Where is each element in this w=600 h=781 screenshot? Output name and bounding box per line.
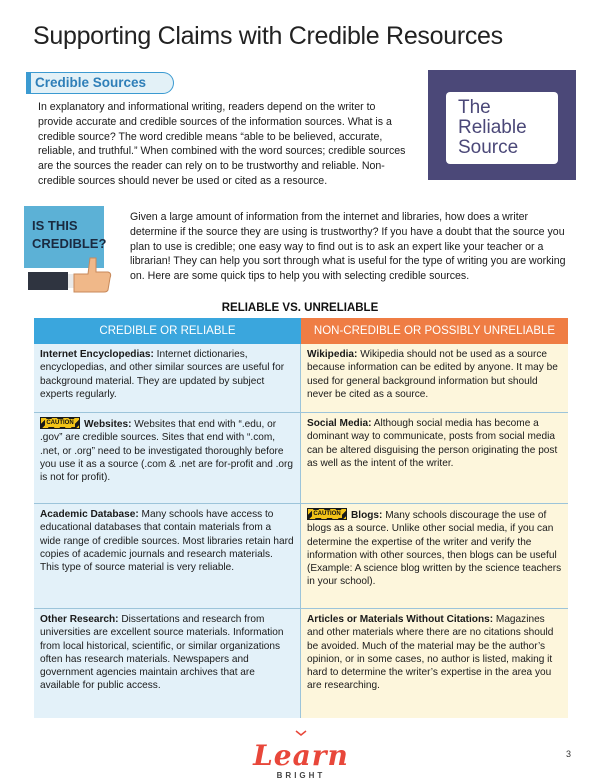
table-cell-credible [34, 344, 301, 412]
column-header-non-credible: NON-CREDIBLE OR POSSIBLY UNRELIABLE [301, 318, 568, 344]
caution-tape-icon [307, 508, 347, 520]
table-cell-credible [34, 609, 301, 718]
section-heading-tab [26, 72, 174, 94]
cell-title: Websites: [84, 419, 132, 430]
learn-bright-logo [246, 723, 356, 780]
caution-tape-icon [40, 417, 80, 429]
comparison-table [34, 318, 568, 718]
intro-paragraph: In explanatory and informational writing, readers depend on the writer to provide accurate and credible sources of the information sources. What is a credible source? The word credible means “able to be believed, accurate, reliable, and truthful.” When combined with the word sources; credible sources are the sources the reader can rely on to be trustworthy and reliable. Non-credible sources should never be used or cited as a resource. [38, 101, 406, 187]
cell-title: Articles or Materials Without Citations: [307, 614, 494, 625]
cell-text: Although social media has become a dominant way to communicate, posts from social media can be altered disguising the person originating the post as well as the intent of the writer. [307, 418, 558, 469]
reliable-source-text: The Reliable Source [458, 97, 527, 158]
cell-title: Academic Database: [40, 509, 139, 520]
tips-paragraph: Given a large amount of information from the internet and libraries, how does a writer determine if the source they are using is trustworthy? If you have a doubt that the source you plan to use is credible; one easy way to find out is to ask an expert like your teacher or a librarian! They can help you sort through what is useful for the type of writing you are working on. Here are some quick tips to help you with selecting credible sources. [130, 211, 566, 283]
cell-title: Internet Encyclopedias: [40, 349, 154, 360]
cell-text: Wikipedia should not be used as a source because information can be edited by anyone. It may be used for general background information but should never be cited as a source. [307, 349, 558, 400]
cell-text: Magazines and other materials where there are no citations should be avoided. Much of the material may be the author’s opinion, or in some cases, no author is listed, making it hard to determine the writer’s expertise in the area you are researching. [307, 614, 554, 692]
table-cell-non-credible [301, 413, 568, 503]
logo-mark-icon [246, 730, 356, 736]
logo-subtext: BRIGHT [276, 771, 326, 780]
table-cell-non-credible [301, 609, 568, 718]
cell-text: Dissertations and research from universities are excellent source materials. Information from local historical, scientific, or similar organizations often has research materials. Newspapers and government agencies maintain archives that are available for public access. [40, 614, 284, 692]
cell-title: Blogs: [351, 510, 383, 521]
is-this-credible-graphic [24, 206, 116, 298]
table-title: RELIABLE VS. UNRELIABLE [221, 302, 379, 314]
cell-title: Wikipedia: [307, 349, 358, 360]
logo-wordmark: Learn [253, 739, 349, 772]
cell-title: Social Media: [307, 418, 372, 429]
cell-title: Other Research: [40, 614, 119, 625]
reliable-source-graphic [428, 70, 576, 180]
caution-label: CAUTION [46, 420, 74, 426]
table-cell-credible [34, 504, 301, 608]
table-cell-credible [34, 413, 301, 503]
page-number: 3 [566, 749, 572, 759]
graphic-line-1: IS THIS [32, 218, 78, 233]
section-heading: Credible Sources [35, 75, 147, 90]
column-header-credible: CREDIBLE OR RELIABLE [34, 318, 301, 344]
cell-text: Websites that end with “.edu, or .gov” are credible sources. Sites that end with “.com, .net, or .org” need to be investigated thoroughly before you use it as a source (.com & .net are for-profit and .org is not for profit). [40, 419, 294, 484]
cell-text: Many schools have access to educational databases that contain materials from a wide range of credible sources. Most libraries retain hard copies of academic journals and research materials. This type of source material is very reliable. [40, 509, 294, 574]
table-cell-non-credible [301, 504, 568, 608]
speech-bubble [446, 92, 558, 164]
cell-text: Many schools discourage the use of blogs as a source. Unlike other social media, if you can determine the expertise of the writer and verify the information with other sources, then blogs can be useful (Example: A science blog written by the science teachers in your school). [307, 510, 562, 588]
table-cell-non-credible [301, 344, 568, 412]
page-title: Supporting Claims with Credible Resources [33, 22, 503, 50]
cell-text: Internet dictionaries, encyclopedias, and other similar sources are useful for background material. They are updated by subject experts regularly. [40, 349, 285, 400]
caution-label: CAUTION [313, 511, 341, 517]
graphic-line-2: CREDIBLE? [32, 236, 107, 251]
